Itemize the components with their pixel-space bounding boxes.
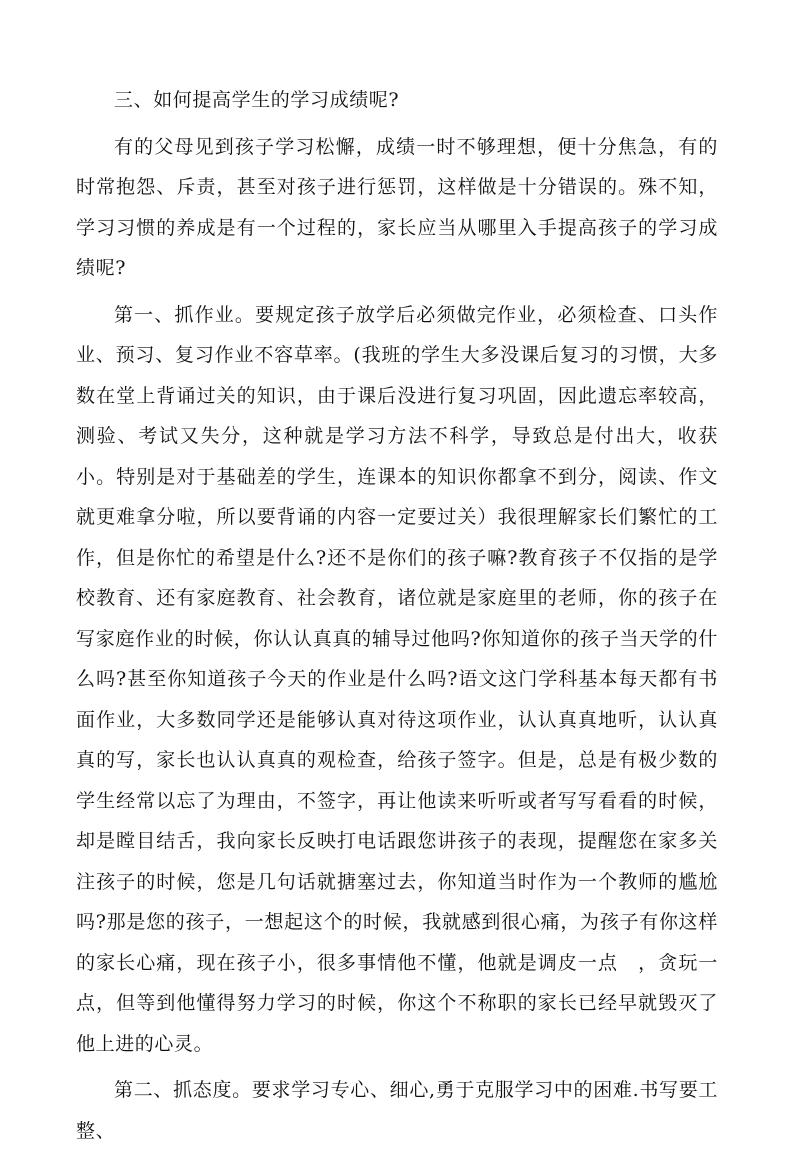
paragraph-homework: 第一、抓作业。要规定孩子放学后必须做完作业，必须检查、口头作业、预习、复习作业不容草率。(我班的学生大多没课后复习的习惯，大多数在堂上背诵过关的知识，由于课后没进行复习巩固，因此遗忘率较高，测验、考试又失分，这种就是学习方法不科学，导致总是付出大，收获小。特别是对于基础差的学生，连课本的知识你都拿不到分，阅读、作文就更难拿分啦，所以要背诵的内容一定要过关）我很理解家长们繁忙的工作，但是你忙的希望是什么?还不是你们的孩子嘛?教育孩子不仅指的是学校教育、还有家庭教育、社会教育，诸位就是家庭里的老师，你的孩子在写家庭作业的时候，你认认真真的辅导过他吗?你知道你的孩子当天学的什么吗?甚至你知道孩子今天的作业是什么吗?语文这门学科基本每天都有书面作业，大多数同学还是能够认真对待这项作业，认认真真地听，认认真真的写，家长也认认真真的观检查，给孩子签字。但是，总是有极少数的学生经常以忘了为理由，不签字，再让他读来听听或者写写看看的时候，却是瞠目结舌，我向家长反映打电话跟您讲孩子的表现，提醒您在家多关注孩子的时候，您是几句话就搪塞过去，你知道当时作为一个教师的尴尬吗?那是您的孩子，一想起这个的时候，我就感到很心痛，为孩子有你这样的家长心痛，现在孩子小，很多事情他不懂，他就是调皮一点 ，贪玩一点，但等到他懂得努力学习的时候，你这个不称职的家长已经早就毁灭了他上进的心灵。: [76, 303, 718, 1055]
section-heading: 三、如何提高学生的学习成绩呢?: [114, 89, 400, 111]
paragraph-attitude: 第二、抓态度。要求学习专心、细心,勇于克服学习中的困难.书写要工整、: [76, 1079, 718, 1142]
document-body: [76, 80, 718, 1151]
paragraph-intro: 有的父母见到孩子学习松懈，成绩一时不够理想，便十分焦急，有的时常抱怨、斥责，甚至对孩子进行惩罚，这样做是十分错误的。殊不知，学习习惯的养成是有一个过程的，家长应当从哪里入手提高孩子的学习成绩呢?: [76, 135, 718, 279]
